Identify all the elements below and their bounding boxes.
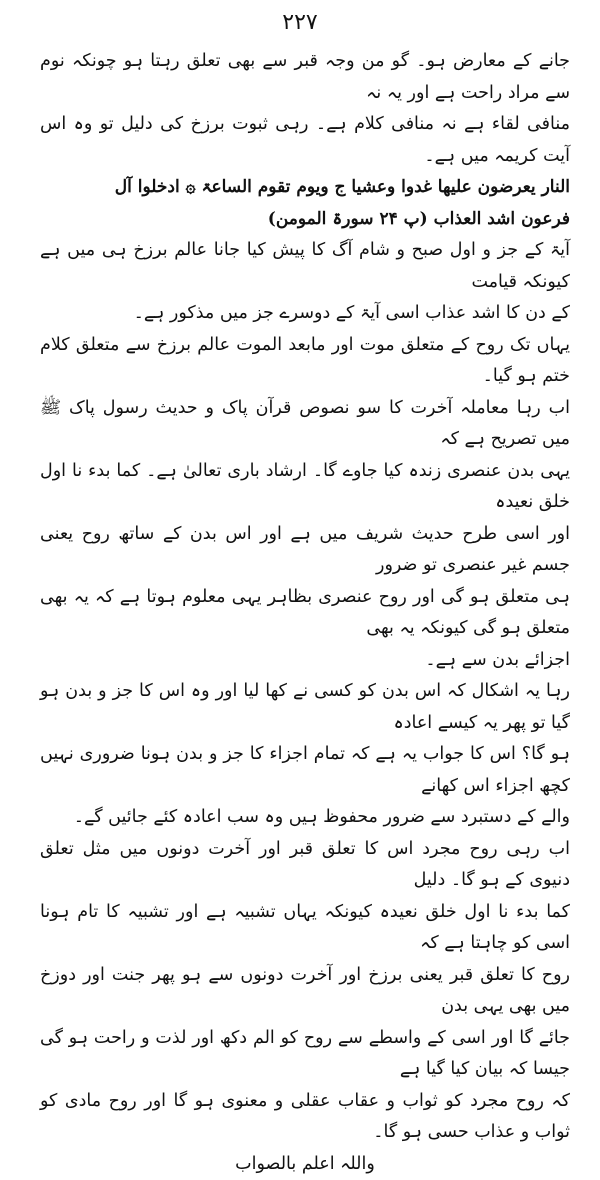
text-line: یہاں تک روح کے متعلق موت اور مابعد الموت عالم برزخ سے متعلق کلام ختم ہو گیا۔ [40,330,570,393]
text-line: ہی متعلق ہو گی اور روح عنصری بظاہر یہی معلوم ہوتا ہے کہ یہ بھی متعلق ہو گی کیونکہ یہ بھی [40,582,570,645]
text-line: آیۃ کے جز و اول صبح و شام آگ کا پیش کیا جانا عالم برزخ ہی میں ہے کیونکہ قیامت [40,235,570,298]
text-line: روح کا تعلق قبر یعنی برزخ اور آخرت دونوں سے ہو پھر جنت اور دوزخ میں بھی یہی بدن [40,960,570,1023]
page-number: ۲۲۷ [0,10,600,36]
text-line: رہا یہ اشکال کہ اس بدن کو کسی نے کھا لیا اور وہ اس کا جز و بدن ہو گیا تو پھر یہ کیسے اعادہ [40,676,570,739]
text-line: اب رہی روح مجرد اس کا تعلق قبر اور آخرت دونوں میں مثل تعلق دنیوی کے ہو گا۔ دلیل [40,834,570,897]
quran-verse-line: النار یعرضون علیھا غدوا وعشیا ج ویوم تقوم الساعۃ ۞ ادخلوا آل [40,172,570,204]
text-line: ہو گا؟ اس کا جواب یہ ہے کہ تمام اجزاء کا جز و بدن ہونا ضروری نہیں کچھ اجزاء اس کھانے [40,739,570,802]
page-body [40,46,570,1180]
text-line: اور اسی طرح حدیث شریف میں ہے اور اس بدن کے ساتھ روح یعنی جسم غیر عنصری تو ضرور [40,519,570,582]
text-line: جانے کے معارض ہو۔ گو من وجہ قبر سے بھی تعلق رہتا ہو چونکہ نوم سے مراد راحت ہے اور یہ نہ [40,46,570,109]
text-line: منافی لقاء ہے نہ منافی کلام ہے۔ رہی ثبوت برزخ کی دلیل تو وہ اس آیت کریمہ میں ہے۔ [40,109,570,172]
text-line: کہ روح مجرد کو ثواب و عقاب عقلی و معنوی ہو گا اور روح مادی کو ثواب و عذاب حسی ہو گا۔ [40,1086,570,1149]
text-line: یہی بدن عنصری زندہ کیا جاوے گا۔ ارشاد باری تعالیٰ ہے۔ کما بدء نا اول خلق نعیدہ [40,456,570,519]
closing-line: واللہ اعلم بالصواب [40,1149,570,1180]
text-line: اب رہا معاملہ آخرت کا سو نصوص قرآن پاک و حدیث رسول پاک ﷺ میں تصریح ہے کہ [40,393,570,456]
quran-verse-line: فرعون اشد العذاب (پ ۲۴ سورۃ المومن) [40,204,570,236]
text-line: والے کے دستبرد سے ضرور محفوظ ہیں وہ سب اعادہ کئے جائیں گے۔ [40,802,570,834]
text-line: اجزائے بدن سے ہے۔ [40,645,570,677]
text-line: جائے گا اور اسی کے واسطے سے روح کو الم دکھ اور لذت و راحت ہو گی جیسا کہ بیان کیا گیا ہے [40,1023,570,1086]
text-line: کے دن کا اشد عذاب اسی آیۃ کے دوسرے جز میں مذکور ہے۔ [40,298,570,330]
text-line: کما بدء نا اول خلق نعیدہ کیونکہ یہاں تشبیہ ہے اور تشبیہ کا تام ہونا اسی کو چاہتا ہے کہ [40,897,570,960]
